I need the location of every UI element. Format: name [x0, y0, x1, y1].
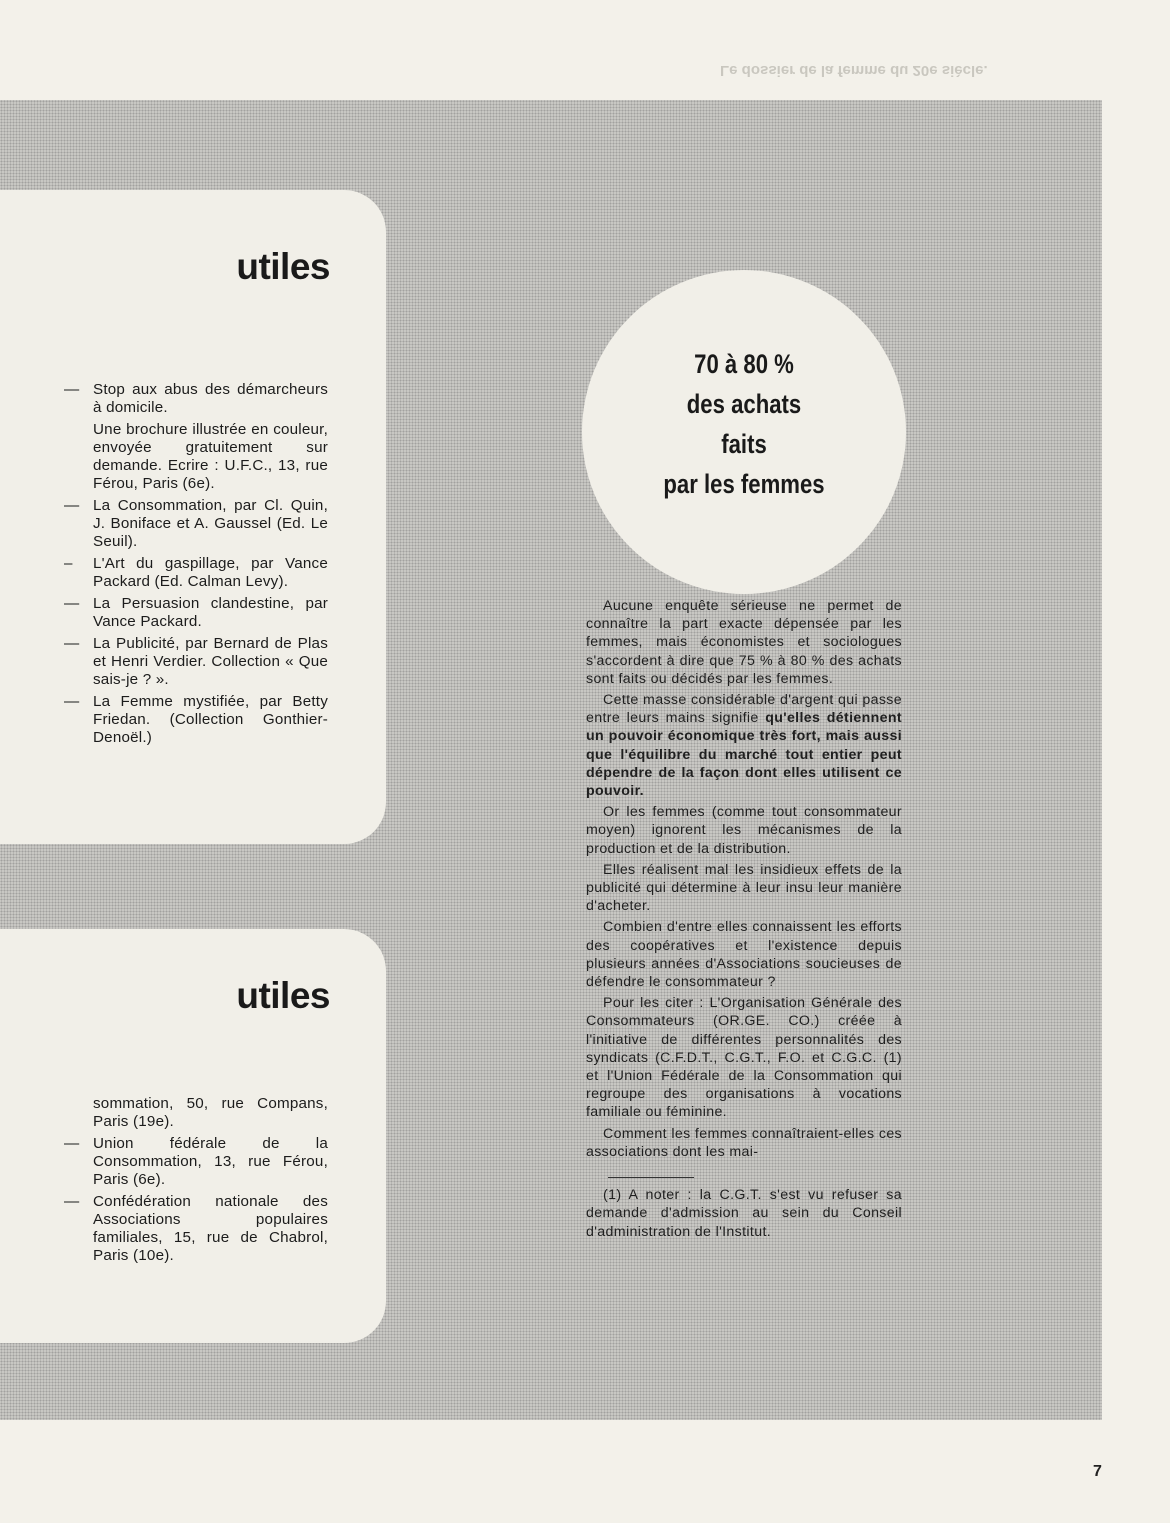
emphasis: qu'elles détiennent un pouvoir économique très fort, mais aussi que l'équilibre du marché tout entier peut dépendre de la façon dont elles utilisent ce pouvoir. [586, 710, 902, 800]
list-item: — Union fédérale de la Consommation, 13, rue Férou, Paris (6e). [64, 1135, 328, 1188]
footnote: (1) A noter : la C.G.T. s'est vu refuser sa demande d'admission au sein du Conseil d'administration de l'Institut. [586, 1187, 902, 1240]
paragraph: Elles réalisent mal les insidieux effets de la publicité qui détermine à leur insu leur manière d'acheter. [586, 861, 902, 915]
callout-line: par les femmes [663, 469, 825, 499]
box-title: utiles [236, 246, 330, 287]
list-item: — Stop aux abus des démarcheurs à domicile. [64, 381, 328, 416]
list-item: — La Persuasion clandestine, par Vance Packard. [64, 595, 328, 630]
list-item: Une brochure illustrée en couleur, envoyée gratuitement sur demande. Ecrire : U.F.C., 13, rue Férou, Paris (6e). [93, 421, 328, 492]
article-body [586, 597, 902, 1244]
list-item: – L'Art du gaspillage, par Vance Packard (Ed. Calman Levy). [64, 555, 328, 590]
paragraph: Aucune enquête sérieuse ne permet de connaître la part exacte dépensée par les femmes, mais économistes et sociologues s'accordent à dire que 75 % à 80 % des achats sont faits ou décidés par les femmes. [586, 598, 902, 687]
page-number: 7 [1093, 1463, 1102, 1480]
list-item: — La Publicité, par Bernard de Plas et Henri Verdier. Collection « Que sais-je ? ». [64, 635, 328, 688]
reference-list [64, 381, 328, 751]
address-list [64, 1095, 328, 1269]
list-item: — La Femme mystifiée, par Betty Friedan. (Collection Gonthier-Denoël.) [64, 693, 328, 746]
paragraph: Pour les citer : L'Organisation Générale des Consommateurs (OR.GE. CO.) créée à l'initiative de différentes personnalités des syndicats (C.F.D.T., C.G.T., F.O. et C.G.C. (1) et l'Union Fédérale de la Consommation qui regroupe des organisations à vocations familiale ou féminine. [586, 995, 902, 1121]
callout-text [611, 344, 877, 504]
callout-circle [582, 270, 906, 594]
list-item: — La Consommation, par Cl. Quin, J. Boniface et A. Gaussel (Ed. Le Seuil). [64, 497, 328, 550]
callout-line: 70 à 80 % [694, 349, 794, 379]
paragraph: Comment les femmes connaîtraient-elles ces associations dont les mai- [586, 1125, 902, 1160]
paragraph: Cette masse considérable d'argent qui passe entre leurs mains signifie qu'elles détiennent un pouvoir économique très fort, mais aussi que l'équilibre du marché tout entier peut dépendre de la façon dont elles utilisent ce pouvoir. [586, 692, 902, 800]
useful-info-box-top [0, 190, 386, 844]
paragraph: Or les femmes (comme tout consommateur moyen) ignorent les mécanismes de la production et de la distribution. [586, 804, 902, 857]
list-item: — Confédération nationale des Associations populaires familiales, 15, rue de Chabrol, Paris (10e). [64, 1193, 328, 1264]
footnote-divider [608, 1177, 694, 1178]
paragraph: Combien d'entre elles connaissent les efforts des coopératives et l'existence depuis plusieurs années d'Associations soucieuses de défendre le consommateur ? [586, 919, 902, 991]
useful-info-box-bottom [0, 929, 386, 1343]
box-title: utiles [236, 975, 330, 1016]
callout-line: faits [721, 429, 767, 459]
list-item: sommation, 50, rue Compans, Paris (19e). [93, 1095, 328, 1130]
running-header: Le dossier de la femme du 20e siècle. [720, 62, 988, 79]
callout-line: des achats [686, 389, 802, 419]
